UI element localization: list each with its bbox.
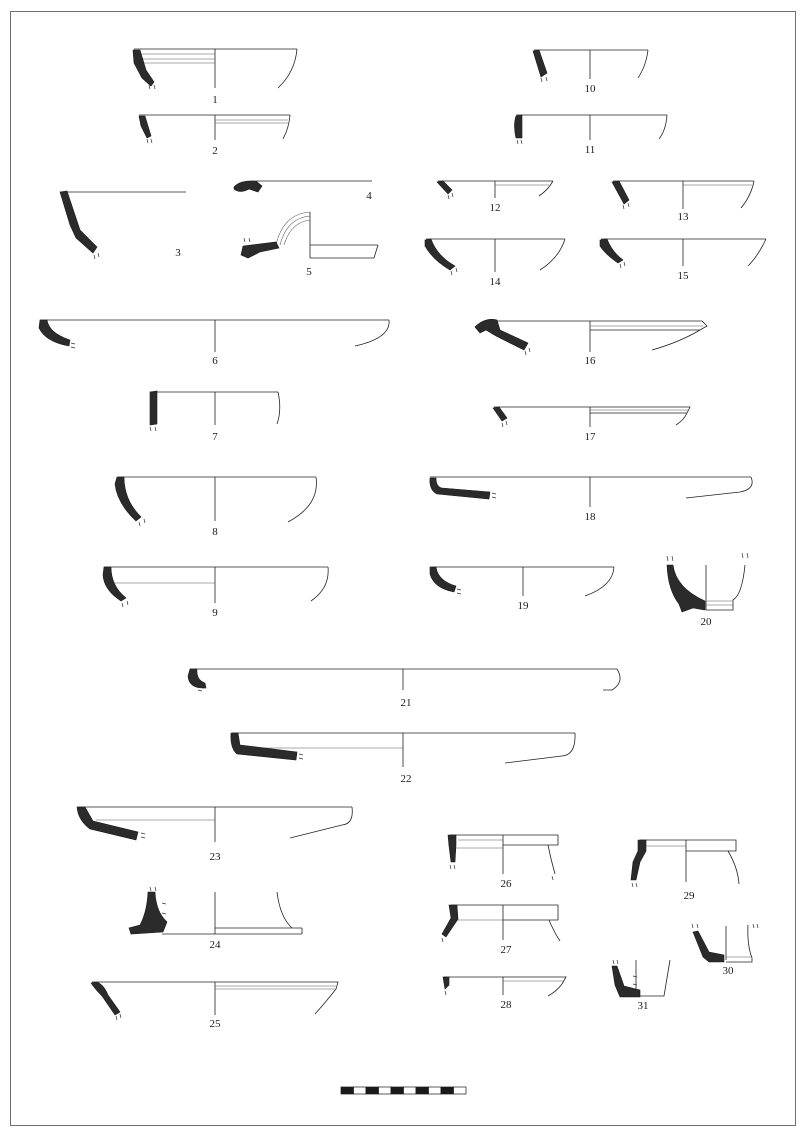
scale-bar-segment (454, 1087, 467, 1094)
figure-label: 13 (677, 211, 689, 223)
figure-label: 28 (500, 999, 512, 1011)
figure-label: 23 (209, 851, 221, 863)
scale-bar (341, 1087, 466, 1094)
vessel-11 (515, 115, 668, 144)
vessel-3 (60, 191, 186, 259)
figure-label: 15 (677, 270, 689, 282)
figure-label: 19 (517, 600, 529, 612)
figure-label: 30 (722, 965, 734, 977)
vessel-9 (103, 567, 328, 607)
vessel-27 (442, 905, 560, 942)
vessel-25 (91, 982, 338, 1020)
scale-bar-segment (366, 1087, 379, 1094)
figure-label: 4 (366, 190, 372, 202)
figure-label: 18 (584, 511, 596, 523)
scale-bar-segment (416, 1087, 429, 1094)
vessel-15 (600, 239, 766, 268)
vessel-17 (493, 407, 690, 427)
vessel-2 (139, 115, 290, 143)
figure-label: 29 (683, 890, 695, 902)
vessel-16 (475, 319, 707, 355)
scale-bar-segment (429, 1087, 442, 1094)
figure-label: 20 (700, 616, 712, 628)
figure-label: 1 (212, 94, 218, 106)
plate-frame (11, 12, 796, 1126)
vessel-30 (692, 924, 758, 962)
vessel-28 (443, 977, 566, 996)
vessel-26 (448, 835, 558, 880)
vessel-14 (425, 239, 565, 275)
figure-label: 26 (500, 878, 512, 890)
vessel-12 (437, 181, 553, 199)
vessel-22 (231, 733, 575, 767)
vessel-10 (533, 50, 648, 82)
figure-label: 2 (212, 145, 218, 157)
vessel-24 (129, 887, 302, 934)
figure-label: 12 (489, 202, 501, 214)
vessel-19 (430, 567, 614, 596)
figure-label: 11 (584, 144, 596, 156)
figure-label: 3 (175, 247, 181, 259)
scale-bar-segment (354, 1087, 367, 1094)
figure-label: 7 (212, 431, 218, 443)
figure-label: 17 (584, 431, 596, 443)
figure-label: 14 (489, 276, 501, 288)
scale-bar-segment (391, 1087, 404, 1094)
vessel-8 (115, 477, 316, 526)
figure-label: 16 (584, 355, 596, 367)
figure-label: 9 (212, 607, 218, 619)
vessel-6 (39, 320, 389, 352)
scale-bar-segment (341, 1087, 354, 1094)
scale-bar-segment (404, 1087, 417, 1094)
vessel-5 (241, 212, 378, 258)
scale-bar-segment (379, 1087, 392, 1094)
vessel-4 (234, 181, 372, 192)
figure-label: 21 (400, 697, 412, 709)
figure-label: 10 (584, 83, 596, 95)
vessel-13 (612, 181, 754, 209)
scale-bar-segment (441, 1087, 454, 1094)
figure-label: 6 (212, 355, 218, 367)
vessel-18 (430, 477, 752, 507)
figure-label: 5 (306, 266, 312, 278)
vessel-23 (77, 807, 352, 842)
figure-label: 31 (637, 1000, 649, 1012)
vessel-20 (667, 553, 748, 612)
vessel-31 (612, 960, 670, 997)
figure-label: 24 (209, 939, 221, 951)
figure-label: 22 (400, 773, 412, 785)
figure-label: 25 (209, 1018, 221, 1030)
figure-label: 27 (500, 944, 512, 956)
vessel-1 (133, 49, 297, 89)
vessel-29 (631, 840, 739, 887)
vessel-7 (150, 391, 280, 431)
figure-label: 8 (212, 526, 218, 538)
vessel-21 (188, 669, 620, 691)
